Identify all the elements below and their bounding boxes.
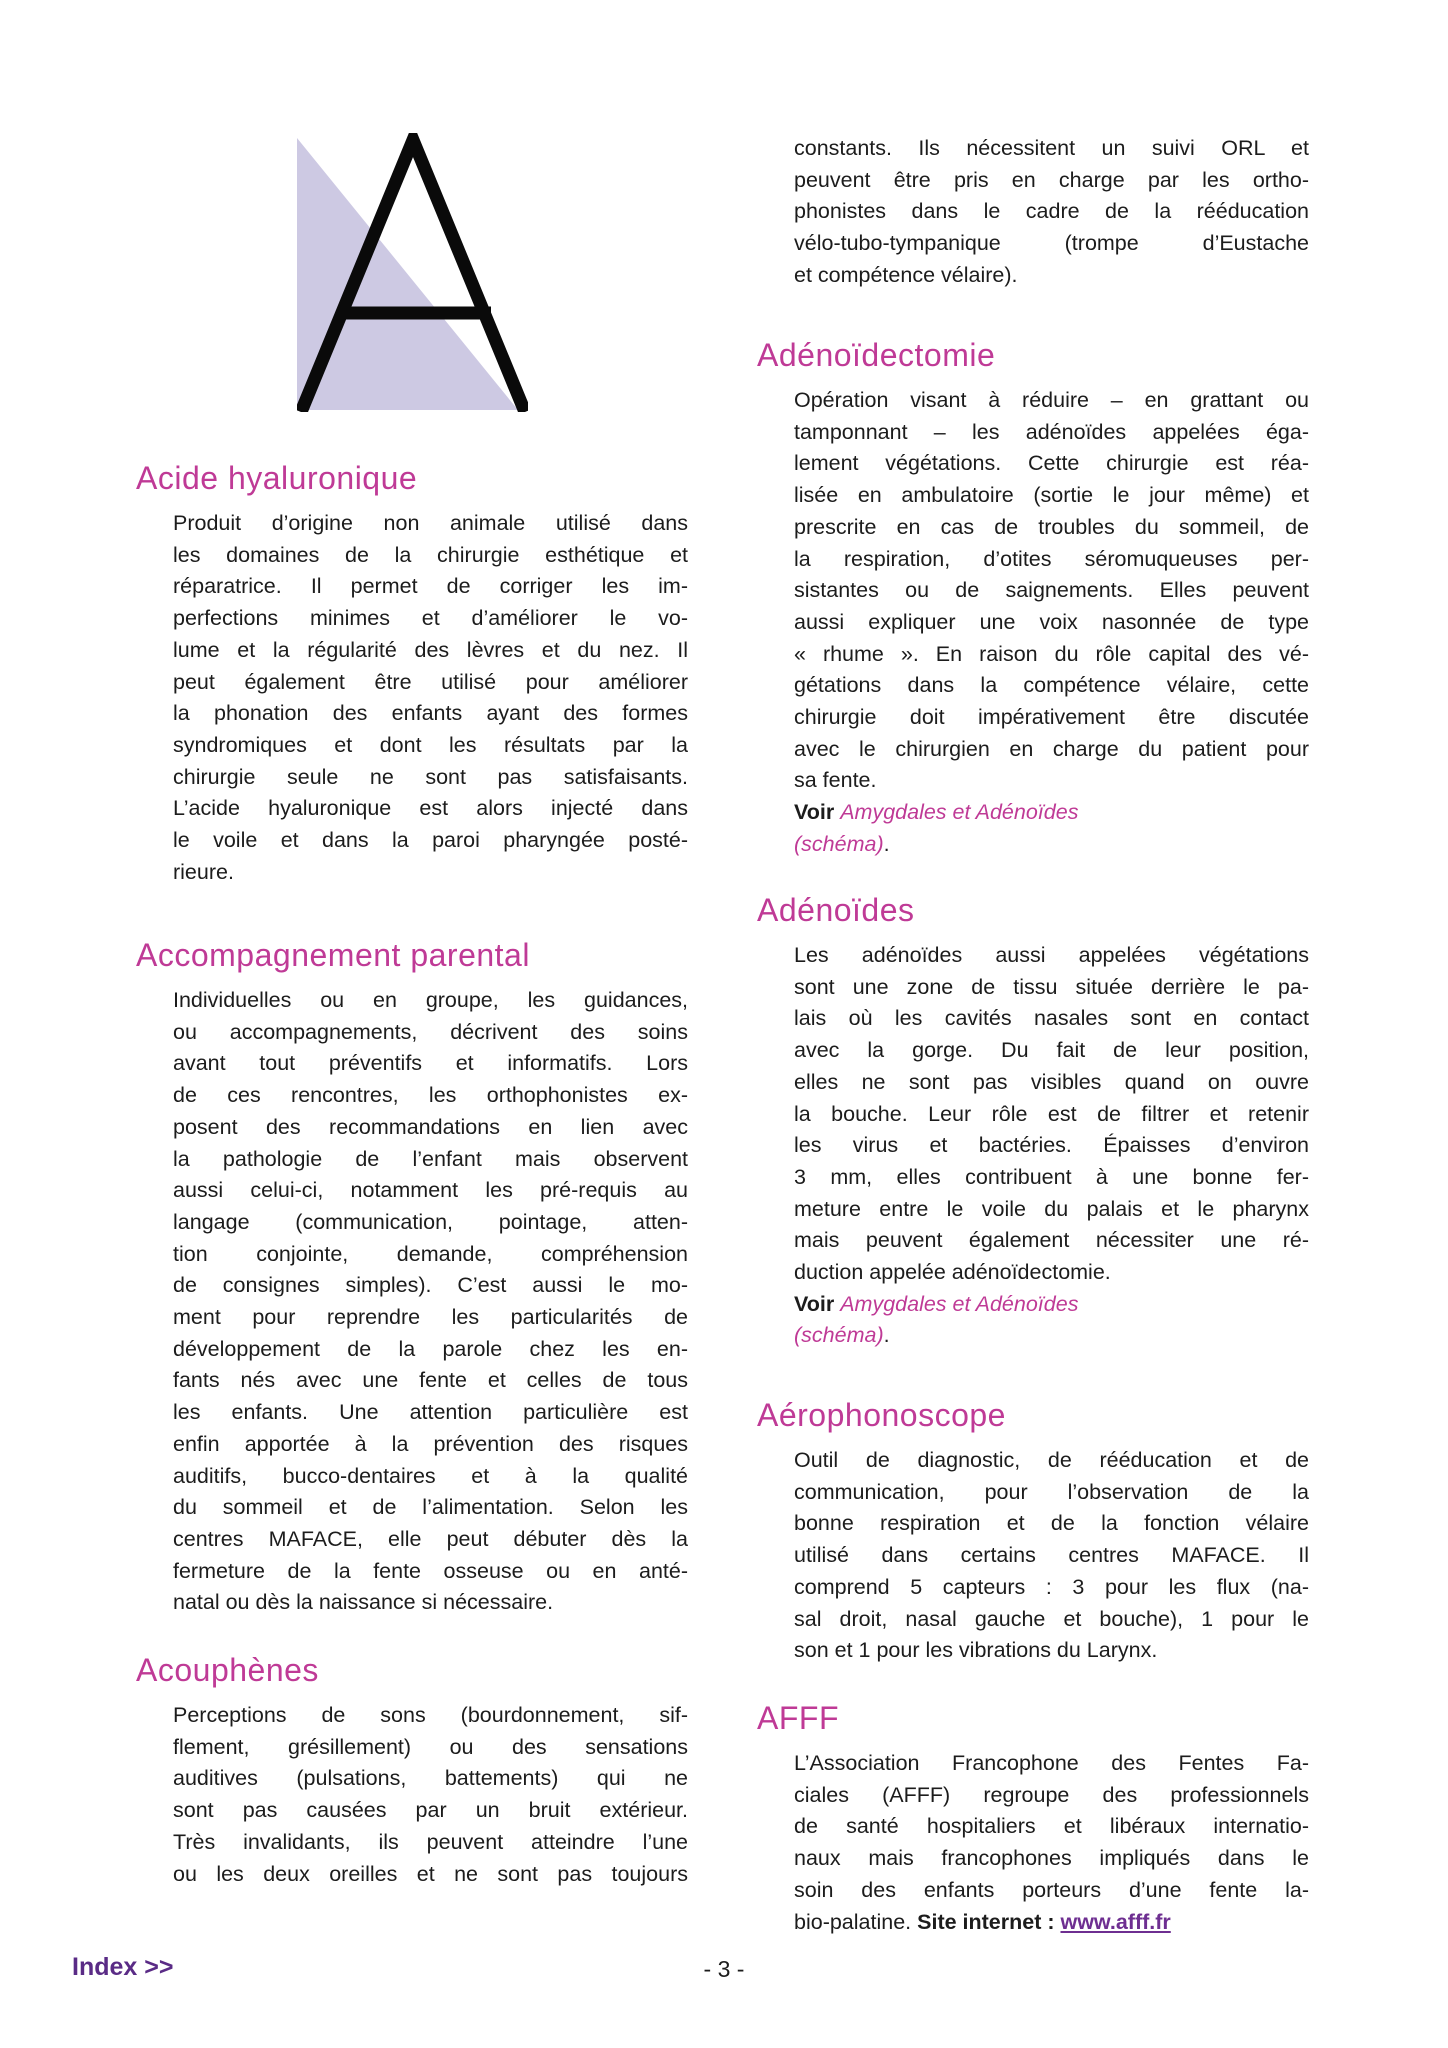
index-link[interactable]: Index >> bbox=[72, 1953, 174, 1981]
section-heading: Acouphènes bbox=[136, 1652, 319, 1688]
left-column bbox=[136, 0, 688, 2048]
paragraph: Les adénoïdes aussi appelées végétations sont une zone de tissu située derrière le pa- lais où les cavités nasales sont en contact avec la gorge. Du fait de leur position, elles ne sont pas visibles quand on ouvre la bouche. Leur rôle est de filtrer et retenir les virus et bactéries. Épaisses d’environ 3 mm, elles contribuent à une bonne fer- meture entre le voile du palais et le pharynx mais peuvent également nécessiter une ré- duction appelée adénoïdectomie. bbox=[794, 943, 1309, 1285]
section-heading: Aérophonoscope bbox=[757, 1397, 1006, 1433]
afff-website-link[interactable]: www.afff.fr bbox=[1060, 1909, 1171, 1934]
period: . bbox=[883, 1323, 890, 1348]
triangle-decoration bbox=[297, 138, 518, 410]
cross-reference-link[interactable]: Amygdales et Adénoïdes bbox=[840, 1291, 1079, 1316]
cross-reference bbox=[794, 1289, 1309, 1352]
cross-reference-line bbox=[794, 1289, 1309, 1321]
section-heading: Acide hyaluronique bbox=[136, 460, 418, 496]
paragraph: Perceptions de sons (bourdonnement, sif- flement, grésillement) ou des sensations auditives (pulsations, battements) qui ne sont pas causées par un bruit extérieur. Très invalidants, ils peuvent atteindre l’une ou les deux oreilles et ne sont pas toujours bbox=[173, 1703, 688, 1886]
page-number: - 3 - bbox=[703, 1956, 745, 1982]
paragraph: L’Association Francophone des Fentes Fa- ciales (AFFF) regroupe des professionnels de santé hospitaliers et libéraux internatio- naux mais francophones impliqués dans le soin des enfants porteurs d’une fente la- bbox=[794, 1751, 1309, 1902]
cross-reference-line bbox=[794, 797, 1309, 829]
see-label: Voir bbox=[794, 800, 841, 825]
section-heading: AFFF bbox=[757, 1700, 839, 1736]
paragraph: Opération visant à réduire – en grattant ou tamponnant – les adénoïdes appelées éga- lement végétations. Cette chirurgie est réa- lisée en ambulatoire (sortie le jour même) et prescrite en cas de troubles du sommeil, de la respiration, d’otites séromuqueuses per- sistantes ou de saignements. Elles peuvent aussi expliquer une voix nasonnée de type « rhume ». En raison du rôle capital des vé- gétations dans la compétence vélaire, cette chirurgie doit impérativement être discutée avec le chirurgien en charge du patient pour sa fente. bbox=[794, 388, 1309, 793]
cross-reference-line bbox=[794, 1320, 1309, 1352]
letter-a-graphic bbox=[297, 133, 528, 412]
see-label: Voir bbox=[794, 1291, 841, 1316]
section-letter-graphic bbox=[297, 133, 528, 412]
cross-reference-link[interactable]: (schéma) bbox=[794, 831, 884, 856]
section-heading: Adénoïdectomie bbox=[757, 337, 996, 373]
cross-reference-line bbox=[794, 829, 1309, 861]
section-accompagnement-parental bbox=[136, 935, 688, 1619]
section-acouphenes bbox=[136, 1650, 688, 1890]
section-afff bbox=[757, 1698, 1310, 1938]
section-acide-hyaluronique bbox=[136, 458, 688, 888]
paragraph-last-line bbox=[794, 1907, 1309, 1939]
cross-reference-link[interactable]: Amygdales et Adénoïdes bbox=[840, 800, 1079, 825]
text: bio-palatine. bbox=[794, 1909, 918, 1934]
paragraph: Outil de diagnostic, de rééducation et de communication, pour l’observation de la bonne respiration et de la fonction vélaire utilisé dans certains centres MAFACE. Il comprend 5 capteurs : 3 pour les flux (na- sal droit, nasal gauche et bouche), 1 pour le son et 1 pour les vibrations du Larynx. bbox=[794, 1448, 1309, 1663]
continuation-paragraph: constants. Ils nécessitent un suivi ORL et peuvent être pris en charge par les ortho- phonistes dans le cadre de la rééducation vélo-tubo-tympanique (trompe d’Eustache et compétence vélaire). bbox=[794, 136, 1309, 287]
cross-reference bbox=[794, 797, 1309, 860]
paragraph: Individuelles ou en groupe, les guidances, ou accompagnements, décrivent des soins avant tout préventifs et informatifs. Lors de ces rencontres, les orthophonistes ex- posent des recommandations en lien avec la pathologie de l’enfant mais observent aussi celui-ci, notamment les pré-requis au langage (communication, pointage, atten- tion conjointe, demande, compréhension de consignes simples). C’est aussi le mo- ment pour reprendre les particularités de développement de la parole chez les en- fants nés avec une fente et celles de tous les enfants. Une attention particulière est enfin apportée à la prévention des risques auditifs, bucco-dentaires et à la qualité du sommeil et de l’alimentation. Selon les centres MAFACE, elle peut débuter dès la fermeture de la fente osseuse ou en anté- natal ou dès la naissance si nécessaire. bbox=[173, 988, 688, 1615]
section-heading: Accompagnement parental bbox=[136, 937, 530, 973]
section-aerophonoscope bbox=[757, 1395, 1310, 1667]
section-adenoidectomie bbox=[757, 335, 1310, 861]
paragraph: Produit d’origine non animale utilisé dans les domaines de la chirurgie esthétique et réparatrice. Il permet de corriger les im- perfections minimes et d’améliorer le vo- lume et la régularité des lèvres et du nez. Il peut également être utilisé pour améliorer la phonation des enfants ayant des formes syndromiques et dont les résultats par la chirurgie seule ne sont pas satisfaisants. L’acide hyaluronique est alors injecté dans le voile et dans la paroi pharyngée posté- rieure. bbox=[173, 511, 688, 884]
section-heading: Adénoïdes bbox=[757, 892, 915, 928]
period: . bbox=[883, 831, 890, 856]
section-adenoides bbox=[757, 890, 1310, 1352]
cross-reference-link[interactable]: (schéma) bbox=[794, 1323, 884, 1348]
right-column bbox=[757, 0, 1310, 2048]
site-internet-label: Site internet : bbox=[917, 1909, 1061, 1934]
